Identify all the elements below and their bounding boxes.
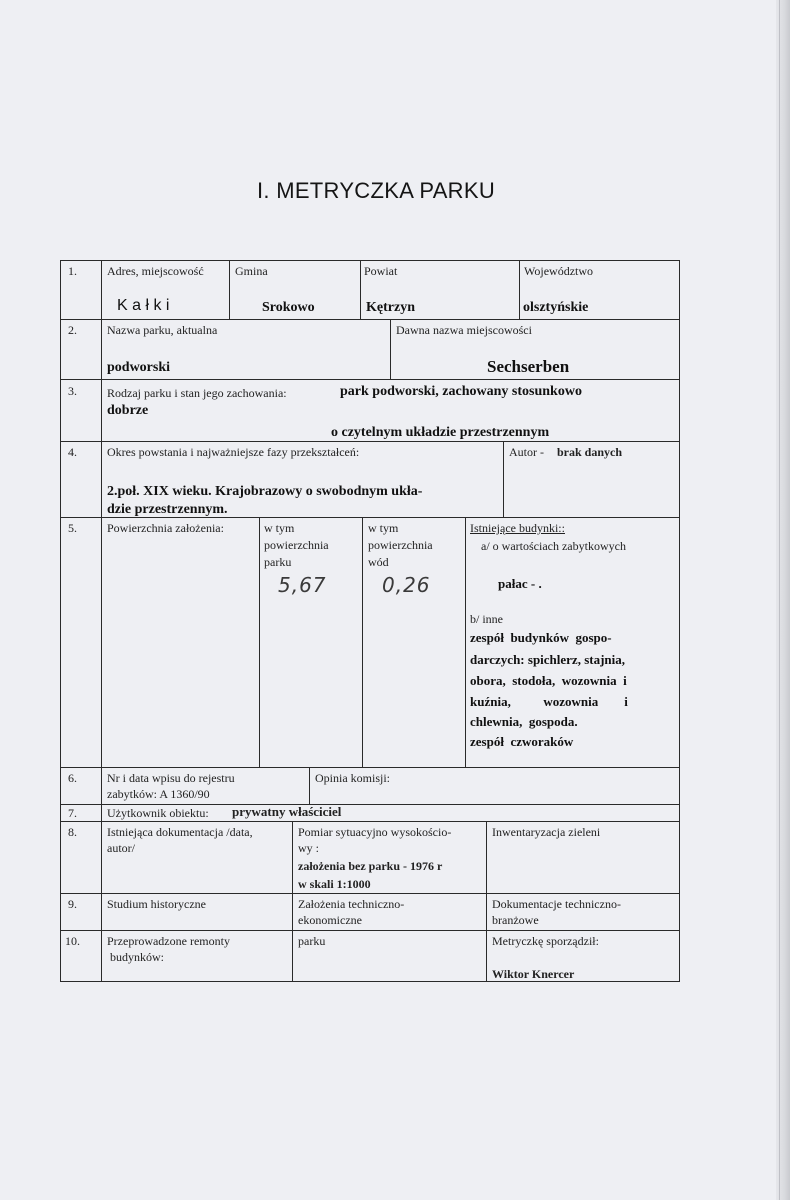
period-value: 2.poł. XIX wieku. Krajobrazowy o swobodnym ukła- <box>107 484 423 499</box>
user-value: prywatny właściciel <box>232 804 342 819</box>
park-type-value-cont: dobrze <box>107 403 149 418</box>
buildings-label: Istniejące budynki:: <box>470 521 565 535</box>
survey-label: Pomiar sytuacyjno wysokościo- <box>298 825 452 839</box>
author-value: brak danych <box>557 445 623 459</box>
user-label: Użytkownik obiektu: <box>107 806 209 820</box>
former-name-label: Dawna nazwa miejscowości <box>396 323 532 337</box>
district-value: Kętrzyn <box>366 300 415 315</box>
repairs-label: Przeprowadzone remonty <box>107 934 230 948</box>
other-buildings-line: zespół budynków gospo- <box>470 630 612 645</box>
technical-economic-label-cont: ekonomiczne <box>298 913 362 927</box>
historical-study-label: Studium historyczne <box>107 897 206 911</box>
commune-label: Gmina <box>235 264 268 278</box>
row-number: 5. <box>68 521 77 535</box>
register-value: zabytków: A 1360/90 <box>107 787 210 801</box>
repairs-value: parku <box>298 934 326 948</box>
other-buildings-line: zespół czworaków <box>470 734 574 749</box>
author-label: Autor - <box>509 445 544 459</box>
prepared-by-label: Metryczkę sporządził: <box>492 934 599 948</box>
park-area-value: 5,67 <box>278 573 327 597</box>
row-number: 6. <box>68 771 77 785</box>
period-label: Okres powstania i najważniejsze fazy przekształceń: <box>107 445 360 459</box>
survey-value-cont: w skali 1:1000 <box>298 877 371 891</box>
voivodeship-value: olsztyńskie <box>523 300 589 315</box>
address-label: Adres, miejscowość <box>107 264 204 278</box>
repairs-label-cont: budynków: <box>107 950 164 964</box>
row-number: 1. <box>68 264 77 278</box>
park-type-label: Rodzaj parku i stan jego zachowania: <box>107 386 287 400</box>
park-area-label: powierzchnia <box>264 538 329 552</box>
documentation-label: Istniejąca dokumentacja /data, <box>107 825 253 839</box>
row-number: 4. <box>68 445 77 459</box>
monuments-label: a/ o wartościach zabytkowych <box>481 539 626 553</box>
row-number: 3. <box>68 384 77 398</box>
voivodeship-label: Województwo <box>524 264 594 278</box>
park-type-value: park podworski, zachowany stosunkowo <box>340 384 582 399</box>
park-area-label: parku <box>264 555 292 569</box>
water-area-value: 0,26 <box>382 573 431 597</box>
branch-docs-label: Dokumentacje techniczno- <box>492 897 621 911</box>
monuments-value: pałac - . <box>498 576 542 591</box>
row-number: 7. <box>68 806 77 820</box>
other-buildings-line: chlewnia, gospoda. <box>470 714 578 729</box>
other-buildings-line: kuźnia, wozownia i <box>470 694 628 709</box>
branch-docs-label-cont: branżowe <box>492 913 539 927</box>
address-value: K a ł k i <box>117 297 170 314</box>
row-number: 2. <box>68 323 77 337</box>
technical-economic-label: Założenia techniczno- <box>298 897 405 911</box>
commune-value: Srokowo <box>262 300 315 315</box>
park-type-value-cont: o czytelnym układzie przestrzennym <box>331 425 550 440</box>
area-label: Powierzchnia założenia: <box>107 521 224 535</box>
water-area-label: powierzchnia <box>368 538 433 552</box>
prepared-by-value: Wiktor Knercer <box>492 967 575 981</box>
page-title: I. METRYCZKA PARKU <box>256 178 496 203</box>
documentation-label-cont: autor/ <box>107 841 135 855</box>
water-area-label: w tym <box>368 521 399 535</box>
period-value-cont: dzie przestrzennym. <box>107 502 228 517</box>
commission-opinion-label: Opinia komisji: <box>315 771 390 785</box>
survey-value: założenia bez parku - 1976 r <box>298 859 443 873</box>
row-number: 9. <box>68 897 77 911</box>
row-number: 8. <box>68 825 77 839</box>
page-edge-line <box>779 0 780 1200</box>
greenery-inventory-label: Inwentaryzacja zieleni <box>492 825 601 839</box>
park-name-label: Nazwa parku, aktualna <box>107 323 218 337</box>
register-label: Nr i data wpisu do rejestru <box>107 771 235 785</box>
water-area-label: wód <box>368 555 389 569</box>
row-number: 10. <box>65 934 80 948</box>
other-buildings-line: obora, stodoła, wozownia i <box>470 673 627 688</box>
survey-label-cont: wy : <box>298 841 319 855</box>
park-name-value: podworski <box>107 360 171 375</box>
district-label: Powiat <box>364 264 398 278</box>
other-buildings-label: b/ inne <box>470 612 503 626</box>
park-area-label: w tym <box>264 521 295 535</box>
other-buildings-line: darczych: spichlerz, stajnia, <box>470 652 626 667</box>
former-name-value: Sechserben <box>487 357 570 376</box>
